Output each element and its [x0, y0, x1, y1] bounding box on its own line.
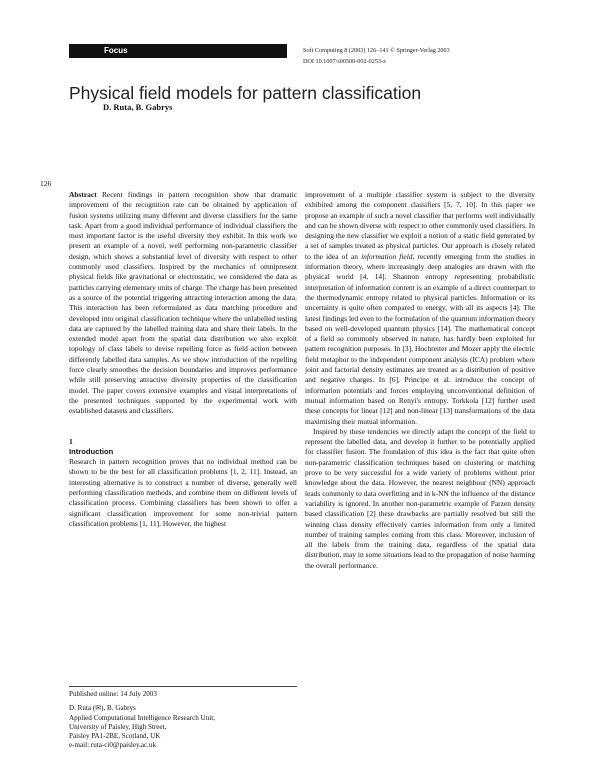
- journal-info: [303, 45, 450, 67]
- article-title: Physical field models for pattern classification: [69, 82, 422, 103]
- left-column: [69, 190, 297, 529]
- affiliation-city: Paisley PA1-2BE, Scotland, UK: [69, 732, 161, 741]
- intro-paragraph: Research in pattern recognition proves that no individual method can be shown to be the best for all classification problems [1, 2, 11]. Instead, an interesting alternative is to construct a number of diverse, generally well performing classification methods, and combine them on different levels of classification process. Combining classifiers has been shown to offer a significant classification improvement for some non-trivial pattern classification problems [1, 11]. However, the highest: [69, 457, 297, 528]
- affiliation-unit: Applied Computational Intelligence Research Unit,: [69, 713, 215, 722]
- footnote-divider: [69, 686, 297, 687]
- section-label: Focus: [69, 44, 287, 58]
- paragraph-text: improvement of a multiple classifier system is subject to the diversity exhibited among the component classifiers [5, 7, 10]. In this paper we propose an example of such a novel classifier that performs well individually and can be shown diverse with respect to other commonly used classifiers. In designing the new classifier we exploit a notion of a static field generated by a set of samples treated as physical particles. Our approach is closely related to the idea of an: [305, 190, 535, 261]
- abstract-text: Recent findings in pattern recognition show that dramatic improvement of the recognition rate can be obtained by application of fusion systems utilizing many different and diverse classifiers for the same task. Apart from a good individual performance of individual classifiers the most important factor is the useful diversity they exhibit. In this work we present an example of a novel, well performing non-parametric classifier design, which shows a substantial level of diversity with respect to other commonly used classifiers. Inspired by the mechanics of omnipresent physical fields like gravitational or electrostatic, we considered the data as particles carrying elementary units of charge. The charge has been presented as a source of the potential triggering attracting interaction among the data. This interaction has been reformulated as data matching procedure and developed into original classification technique where the unlabelled testing data are captured by the labelled training data and share their labels. In the extended model apart from the spatial data distribution we also exploit topology of class labels to devise repelling force as field action between differently labelled data samples. As we show introduction of the repelling force clearly smoothes the decision boundaries and improves performance while still preserving attractive diversity properties of the classification model. The paper covers extensive examples and visual interpretations of the presented techniques supported by the experimental work with established datasets and classifiers.: [69, 190, 297, 416]
- body-paragraph-1: [305, 190, 535, 427]
- footnote: [69, 690, 299, 751]
- section-heading: Introduction: [69, 446, 114, 456]
- right-column: [305, 190, 535, 571]
- abstract-label: Abstract: [69, 190, 97, 199]
- page-number: 126: [40, 179, 52, 188]
- journal-citation: Soft Computing 8 (2003) 126–141 © Springer-Verlag 2003: [303, 47, 450, 54]
- published-date: Published online: 14 July 2003: [69, 690, 157, 698]
- section-number: 1: [69, 436, 73, 446]
- abstract: [69, 190, 297, 417]
- paragraph-text: , recently emerging from the studies in information theory, where increasingly deep analogies are drawn with the physical world [4, 14]. Shannon entropy representing probabilistic interpretation of information content is an example of a direct counterpart to the thermodynamic entropy related to physical particles. Information or its uncertainty is quite often compared to energy, with all its aspects [4]. The latest findings led even to the formulation of the quantum information theory based on well-developed quantum physics [14]. The mathematical concept of a field so commonly observed in nature, has hardly been exploited for pattern recognition purposes. In [3], Hochreiter and Mozer apply the electric field metaphor to the independent component analysis (ICA) problem where joint and factorial density estimates are treated as a distribution of positive and negative charges. In [6], Principe et al. introduce the concept of information potentials and forces employing unconventional definition of mutual information based on Renyi's entropy. Torkkola [12] further used these concepts for linear [12] and non-linear [13] transformations of the data maximising their mutual information.: [305, 251, 535, 426]
- email[interactable]: e-mail: ruta-ci0@paisley.ac.uk: [69, 741, 157, 750]
- body-paragraph-2: Inspired by these tendencies we directly adapt the concept of the field to represent the labelled data, and develop it further to be potentially applied for classifier fusion. The foundation of this idea is the fact that quite often non-parametric classification techniques based on clustering or matching prove to be very successful for a wide variety of problems without prior knowledge about the data. However, the nearest neighbour (NN) approach leads commonly to data overfitting and in k-NN the influence of the distance variability is ignored. In another non-parametric example of Parzen density based classification [2] these drawbacks are partially resolved but still the winning class density effectively carries information from only a limited number of training samples coming from this class. Moreover, inclusion of all the labels from the training data, regardless of the spatial data distribution, may in some situations lead to the propagation of noise harming the overall performance.: [305, 426, 535, 570]
- affiliation-university: University of Paisley, High Street,: [69, 722, 167, 731]
- affiliation-names: D. Ruta (✉), B. Gabrys: [69, 704, 136, 713]
- article-authors: D. Ruta, B. Gabrys: [103, 102, 173, 112]
- emphasis-term: information field: [361, 251, 413, 261]
- doi[interactable]: DOI 10.1007/s00500-002-0253-z: [303, 58, 386, 65]
